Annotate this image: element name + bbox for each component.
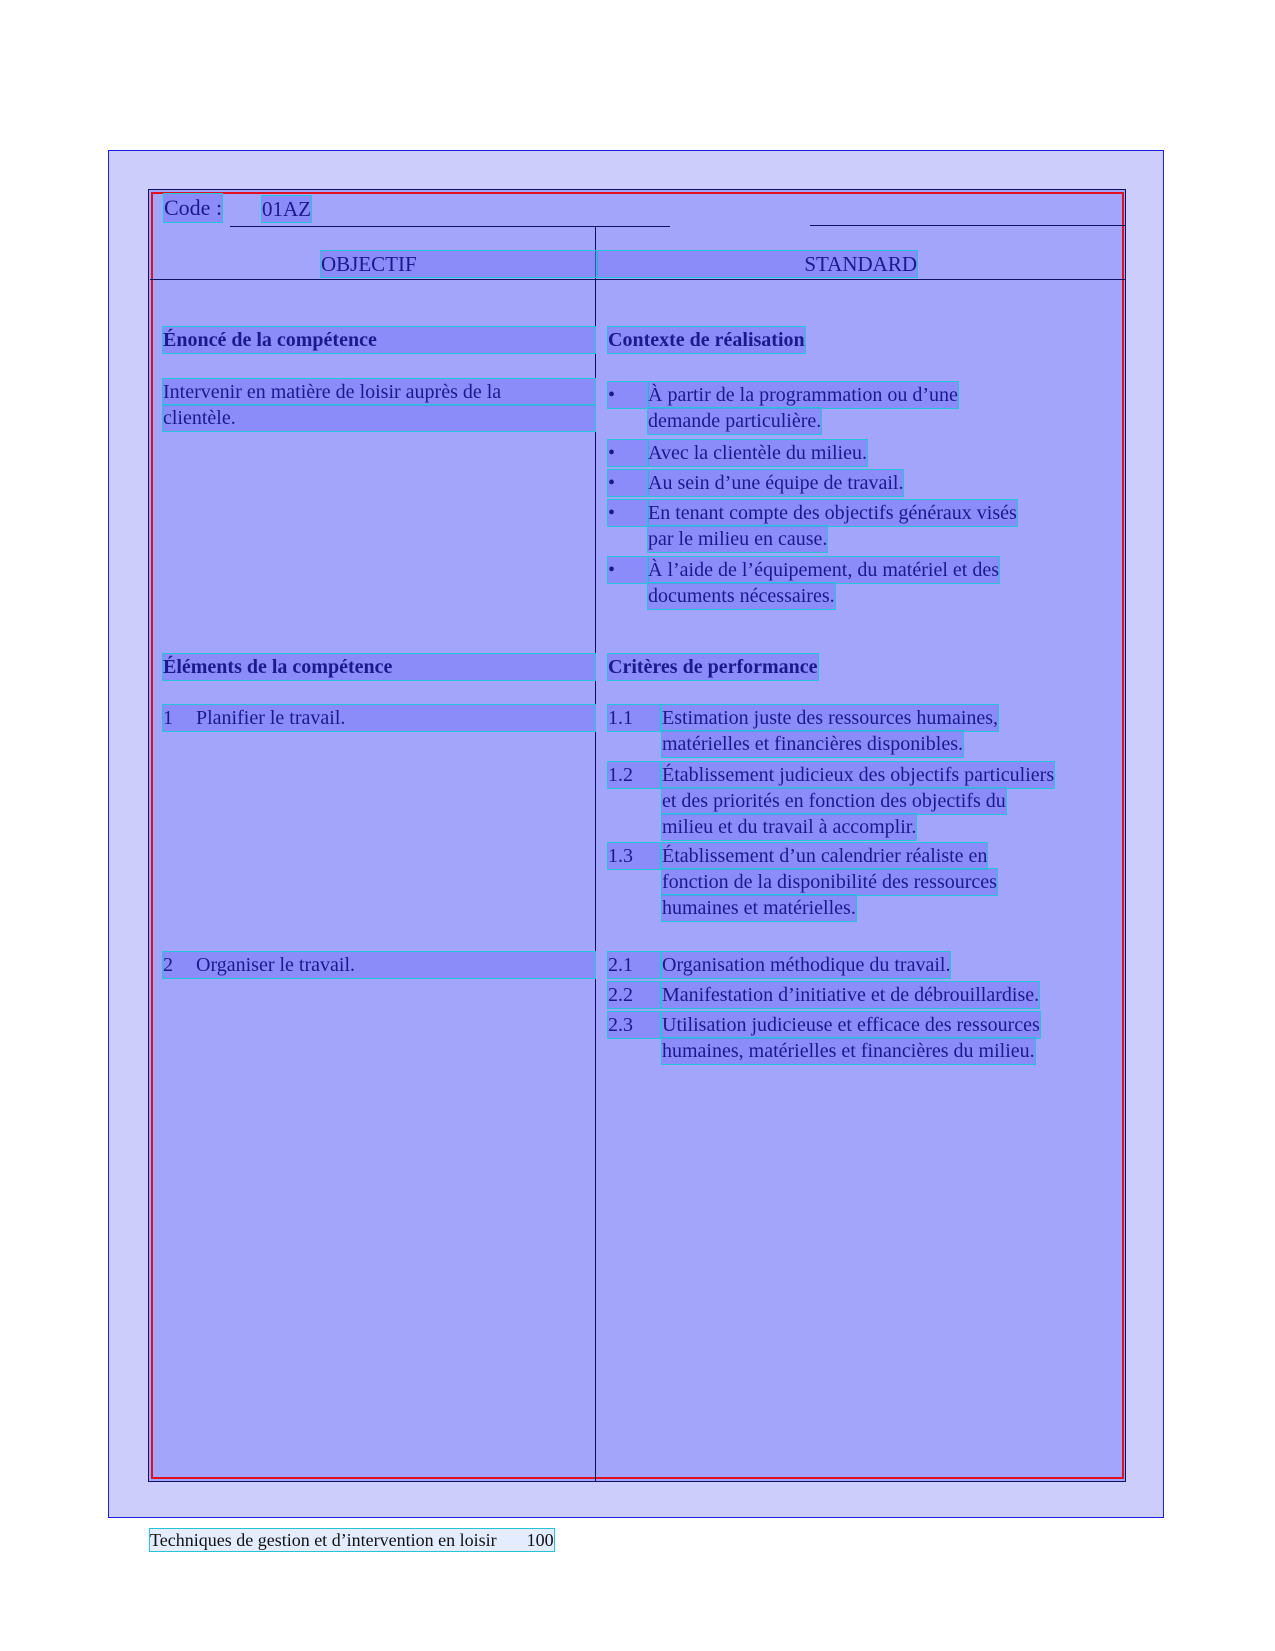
objectif-header: OBJECTIF [321,251,597,277]
contexte-title: Contexte de réalisation [608,329,805,351]
critere-line: matérielles et financières disponibles. [662,733,964,755]
critere-line: Établissement judicieux des objectifs particuliers [662,764,1055,786]
contexte-line: En tenant compte des objectifs généraux visés [648,502,1017,524]
element-item [163,705,595,731]
elements-title: Éléments de la compétence [163,654,595,680]
critere-number: 1.1 [608,705,660,731]
element-text: Organiser le travail. [196,954,356,976]
element-number: 1 [163,707,173,729]
enonce-title: Énoncé de la compétence [163,327,595,353]
header-row-rule [150,279,1126,280]
critere-number: 1.3 [608,843,660,869]
standard-header: STANDARD [597,251,917,277]
element-item [163,952,595,978]
contexte-line: À partir de la programmation ou d’une [648,384,958,406]
enonce-line-1: Intervenir en matière de loisir auprès de la [163,379,595,405]
critere-number: 2.1 [608,952,660,978]
code-label: Code : [164,195,223,220]
footer-title: Techniques de gestion et d’intervention en loisir [150,1530,497,1550]
critere-line: milieu et du travail à accomplir. [662,816,917,838]
critere-line: Établissement d’un calendrier réaliste en [662,845,988,867]
contexte-line: demande particulière. [648,410,822,432]
enonce-line-2: clientèle. [163,405,595,431]
critere-line: Manifestation d’initiative et de débrouillardise. [662,984,1040,1006]
contexte-line: par le milieu en cause. [648,528,828,550]
critere-line: humaines et matérielles. [662,897,856,919]
critere-number: 2.3 [608,1012,660,1038]
bullet-icon: • [608,557,648,583]
bullet-icon: • [608,382,648,408]
code-value: 01AZ [262,197,311,221]
contexte-line: Au sein d’une équipe de travail. [648,472,904,494]
code-row-rule-right [810,225,1126,226]
contexte-line: documents nécessaires. [648,585,835,607]
criteres-title: Critères de performance [608,656,818,678]
element-number: 2 [163,954,173,976]
critere-line: humaines, matérielles et financières du milieu. [662,1040,1035,1062]
critere-line: fonction de la disponibilité des ressources [662,871,997,893]
contexte-line: À l’aide de l’équipement, du matériel et des [648,559,999,581]
critere-number: 2.2 [608,982,660,1008]
critere-line: Estimation juste des ressources humaines, [662,707,999,729]
critere-line: Organisation méthodique du travail. [662,954,951,976]
critere-line: et des priorités en fonction des objectifs du [662,790,1006,812]
bullet-icon: • [608,470,648,496]
bullet-icon: • [608,440,648,466]
column-divider [595,226,596,1482]
page-footer [150,1529,554,1551]
code-row-rule-left [230,226,670,227]
page-number: 100 [526,1530,554,1550]
contexte-line: Avec la clientèle du milieu. [648,442,867,464]
bullet-icon: • [608,500,648,526]
critere-line: Utilisation judicieuse et efficace des ressources [662,1014,1040,1036]
critere-number: 1.2 [608,762,660,788]
element-text: Planifier le travail. [196,707,346,729]
